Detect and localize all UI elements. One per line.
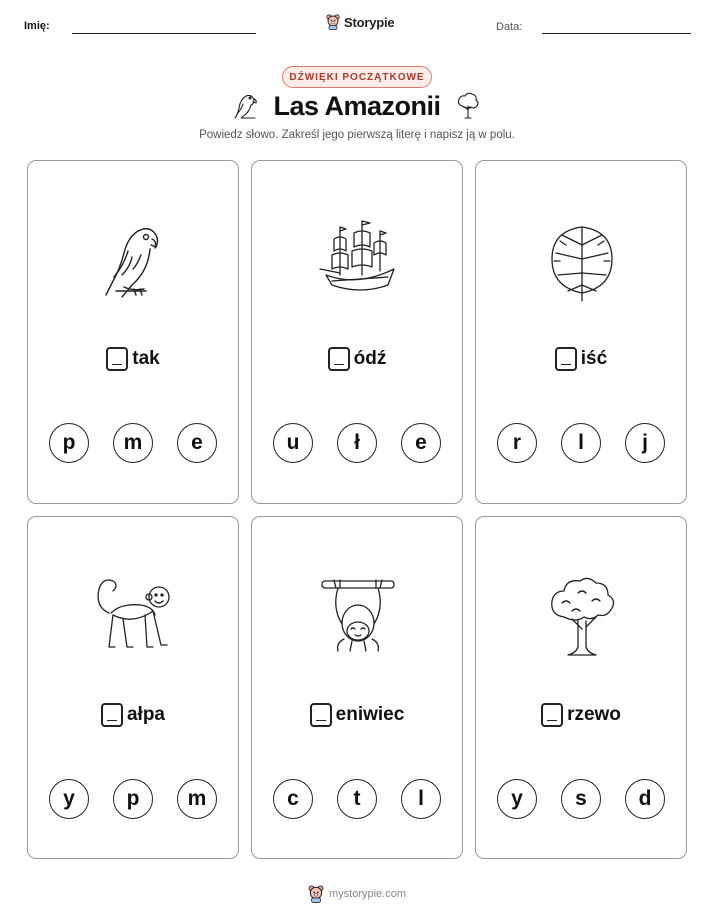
answer-box[interactable] <box>101 703 123 727</box>
letter-option[interactable]: m <box>177 779 217 819</box>
word-row <box>476 703 686 727</box>
letter-option[interactable]: y <box>497 779 537 819</box>
letter-option[interactable]: l <box>401 779 441 819</box>
word-card <box>251 160 463 504</box>
date-field[interactable] <box>542 33 691 34</box>
date-label: Data: <box>496 21 523 33</box>
tree-icon <box>542 573 622 659</box>
ship-icon <box>318 217 398 303</box>
monkey-icon <box>90 573 180 659</box>
footer-url: mystorypie.com <box>329 888 407 900</box>
letter-option[interactable]: u <box>273 423 313 463</box>
answer-box[interactable] <box>555 347 577 371</box>
word-card <box>475 160 687 504</box>
tree-small-icon <box>454 90 482 122</box>
word-text: eniwiec <box>335 704 405 725</box>
parrot-icon <box>94 217 174 303</box>
brand-logo <box>326 12 394 32</box>
answer-box[interactable] <box>328 347 350 371</box>
name-label: Imię: <box>24 20 50 32</box>
letter-option[interactable]: m <box>113 423 153 463</box>
letter-option[interactable]: d <box>625 779 665 819</box>
letter-option[interactable]: p <box>49 423 89 463</box>
footer <box>308 885 406 903</box>
letter-option[interactable]: j <box>625 423 665 463</box>
letter-option[interactable]: r <box>497 423 537 463</box>
parrot-small-icon <box>232 90 260 122</box>
letter-option[interactable]: p <box>113 779 153 819</box>
word-card <box>251 516 463 859</box>
letter-option[interactable]: ł <box>337 423 377 463</box>
word-text: iść <box>580 348 608 369</box>
word-card <box>475 516 687 859</box>
letter-option[interactable]: e <box>177 423 217 463</box>
brand-name: Storypie <box>344 14 395 30</box>
word-row <box>28 703 238 727</box>
leaf-icon <box>542 217 622 303</box>
sloth-icon <box>318 573 398 659</box>
letter-option[interactable]: c <box>273 779 313 819</box>
letter-option[interactable]: s <box>561 779 601 819</box>
answer-box[interactable] <box>541 703 563 727</box>
page-title: Las Amazonii <box>273 91 441 121</box>
letter-option[interactable]: l <box>561 423 601 463</box>
answer-box[interactable] <box>106 347 128 371</box>
bear-icon <box>308 885 324 903</box>
letter-option[interactable]: e <box>401 423 441 463</box>
word-text: ałpa <box>126 704 166 725</box>
answer-box[interactable] <box>310 703 332 727</box>
word-text: ódź <box>353 348 387 369</box>
topic-badge: DŹWIĘKI POCZĄTKOWE <box>282 66 432 88</box>
bear-icon <box>326 14 340 30</box>
word-card <box>27 160 239 504</box>
word-row <box>476 347 686 371</box>
word-row <box>28 347 238 371</box>
word-card <box>27 516 239 859</box>
letter-option[interactable]: t <box>337 779 377 819</box>
word-row <box>252 347 462 371</box>
word-text: tak <box>132 348 160 369</box>
letter-option[interactable]: y <box>49 779 89 819</box>
instructions: Powiedz słowo. Zakreśl jego pierwszą literę i napisz ją w polu. <box>199 129 515 141</box>
word-text: rzewo <box>567 704 621 725</box>
name-field[interactable] <box>72 33 256 34</box>
word-row <box>252 703 462 727</box>
